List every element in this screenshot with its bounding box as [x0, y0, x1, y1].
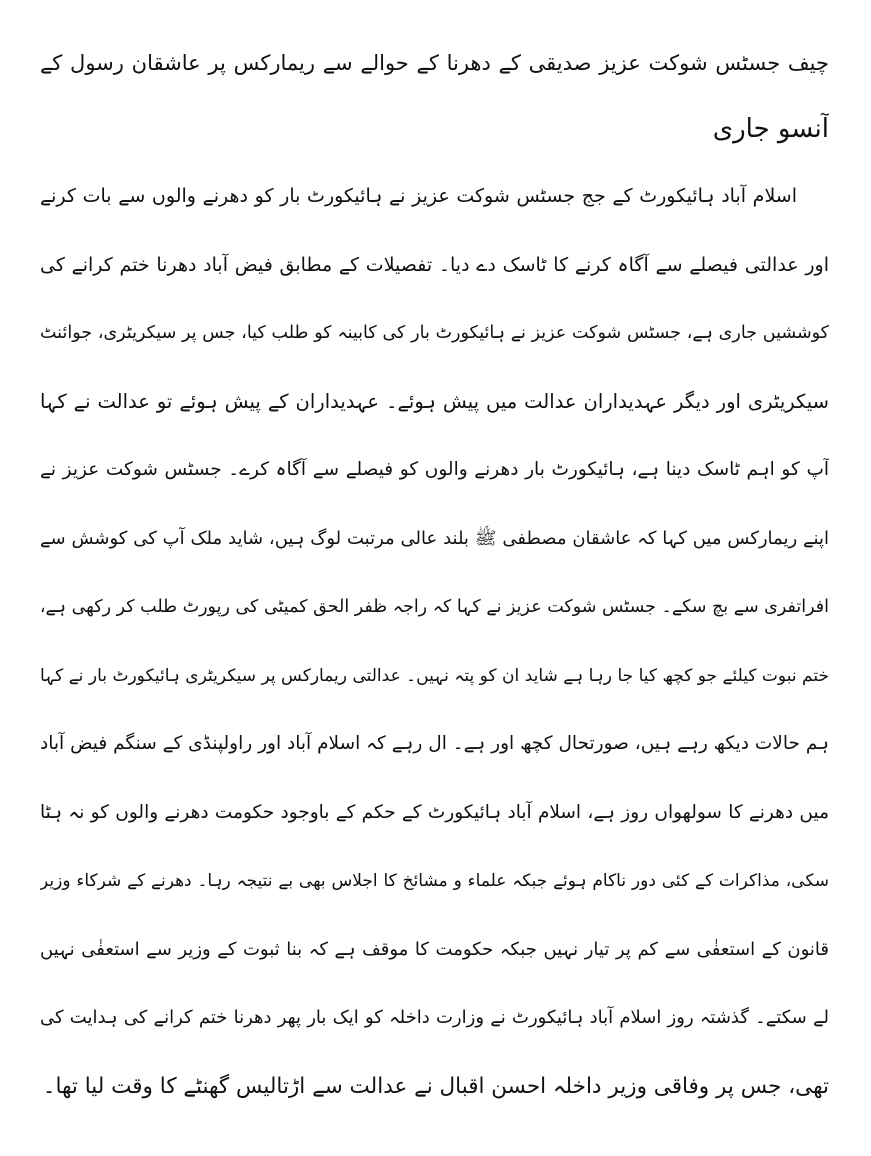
body-line: آپ کو اہم ٹاسک دینا ہے، ہائیکورٹ بار دھرنے والوں کو فیصلے سے آگاہ کرے۔ جسٹس شوکت عزیز نے: [40, 459, 829, 480]
body-line: کوششیں جاری ہے، جسٹس شوکت عزیز نے ہائیکورٹ بار کی کابینہ کو طلب کیا، جس پر سیکریٹری، جوائنٹ: [40, 323, 829, 343]
body-line: میں دھرنے کا سولھواں روز ہے، اسلام آباد ہائیکورٹ کے حکم کے باوجود حکومت دھرنے والوں کو نہ ہٹا: [40, 801, 829, 823]
body-line: سکی، مذاکرات کے کئی دور ناکام ہوئے جبکہ علماء و مشائخ کا اجلاس بھی بے نتیجہ رہا۔ دھرنے کے شرکاء وزیر: [40, 871, 829, 891]
article-headline: [40, 30, 829, 162]
headline-line: چیف جسٹس شوکت عزیز صدیقی کے دھرنا کے حوالے سے ریمارکس پر عاشقان رسول کے: [40, 51, 829, 75]
body-line: قانون کے استعفٰی سے کم پر تیار نہیں جبکہ حکومت کا موقف ہے کہ بنا ثبوت کے وزیر سے استعفٰی نہیں: [40, 938, 829, 960]
body-line: اسلام آباد ہائیکورٹ کے جج جسٹس شوکت عزیز نے ہائیکورٹ بار کو دھرنے والوں سے بات کرنے: [40, 185, 797, 207]
body-line: اور عدالتی فیصلے سے آگاہ کرنے کا ٹاسک دے دیا۔ تفصیلات کے مطابق فیض آباد دھرنا ختم کرانے کی: [40, 253, 829, 276]
article-body: [40, 162, 829, 1121]
body-line: تھی، جس پر وفاقی وزیر داخلہ احسن اقبال نے عدالت سے اڑتالیس گھنٹے کا وقت لیا تھا۔: [42, 1073, 829, 1099]
body-line: اپنے ریمارکس میں کہا کہ عاشقان مصطفی ﷺ بلند عالی مرتبت لوگ ہیں، شاید ملک آپ کی کوشش سے: [40, 527, 829, 549]
body-line: افراتفری سے بچ سکے۔ جسٹس شوکت عزیز نے کہا کہ راجہ ظفر الحق کمیٹی کی رپورٹ طلب کر رکھی ہے،: [40, 597, 829, 617]
body-line: ہم حالات دیکھ رہے ہیں، صورتحال کچھ اور ہے۔ ال رہے کہ اسلام آباد اور راولپنڈی کے سنگم فیض آباد: [40, 733, 829, 754]
body-line: سیکریٹری اور دیگر عہدیداران عدالت میں پیش ہوئے۔ عہدیداران کے پیش ہوئے تو عدالت نے کہا: [40, 389, 829, 413]
body-line: ختم نبوت کیلئے جو کچھ کیا جا رہا ہے شاید ان کو پتہ نہیں۔ عدالتی ریمارکس پر سیکریٹری ہائیکورٹ بار نے کہا: [40, 665, 829, 686]
headline-line: آنسو جاری: [712, 114, 829, 144]
body-line: لے سکتے۔ گذشتہ روز اسلام آباد ہائیکورٹ نے وزارت داخلہ کو ایک بار پھر دھرنا ختم کرانے کی ہدایت کی: [40, 1007, 829, 1028]
